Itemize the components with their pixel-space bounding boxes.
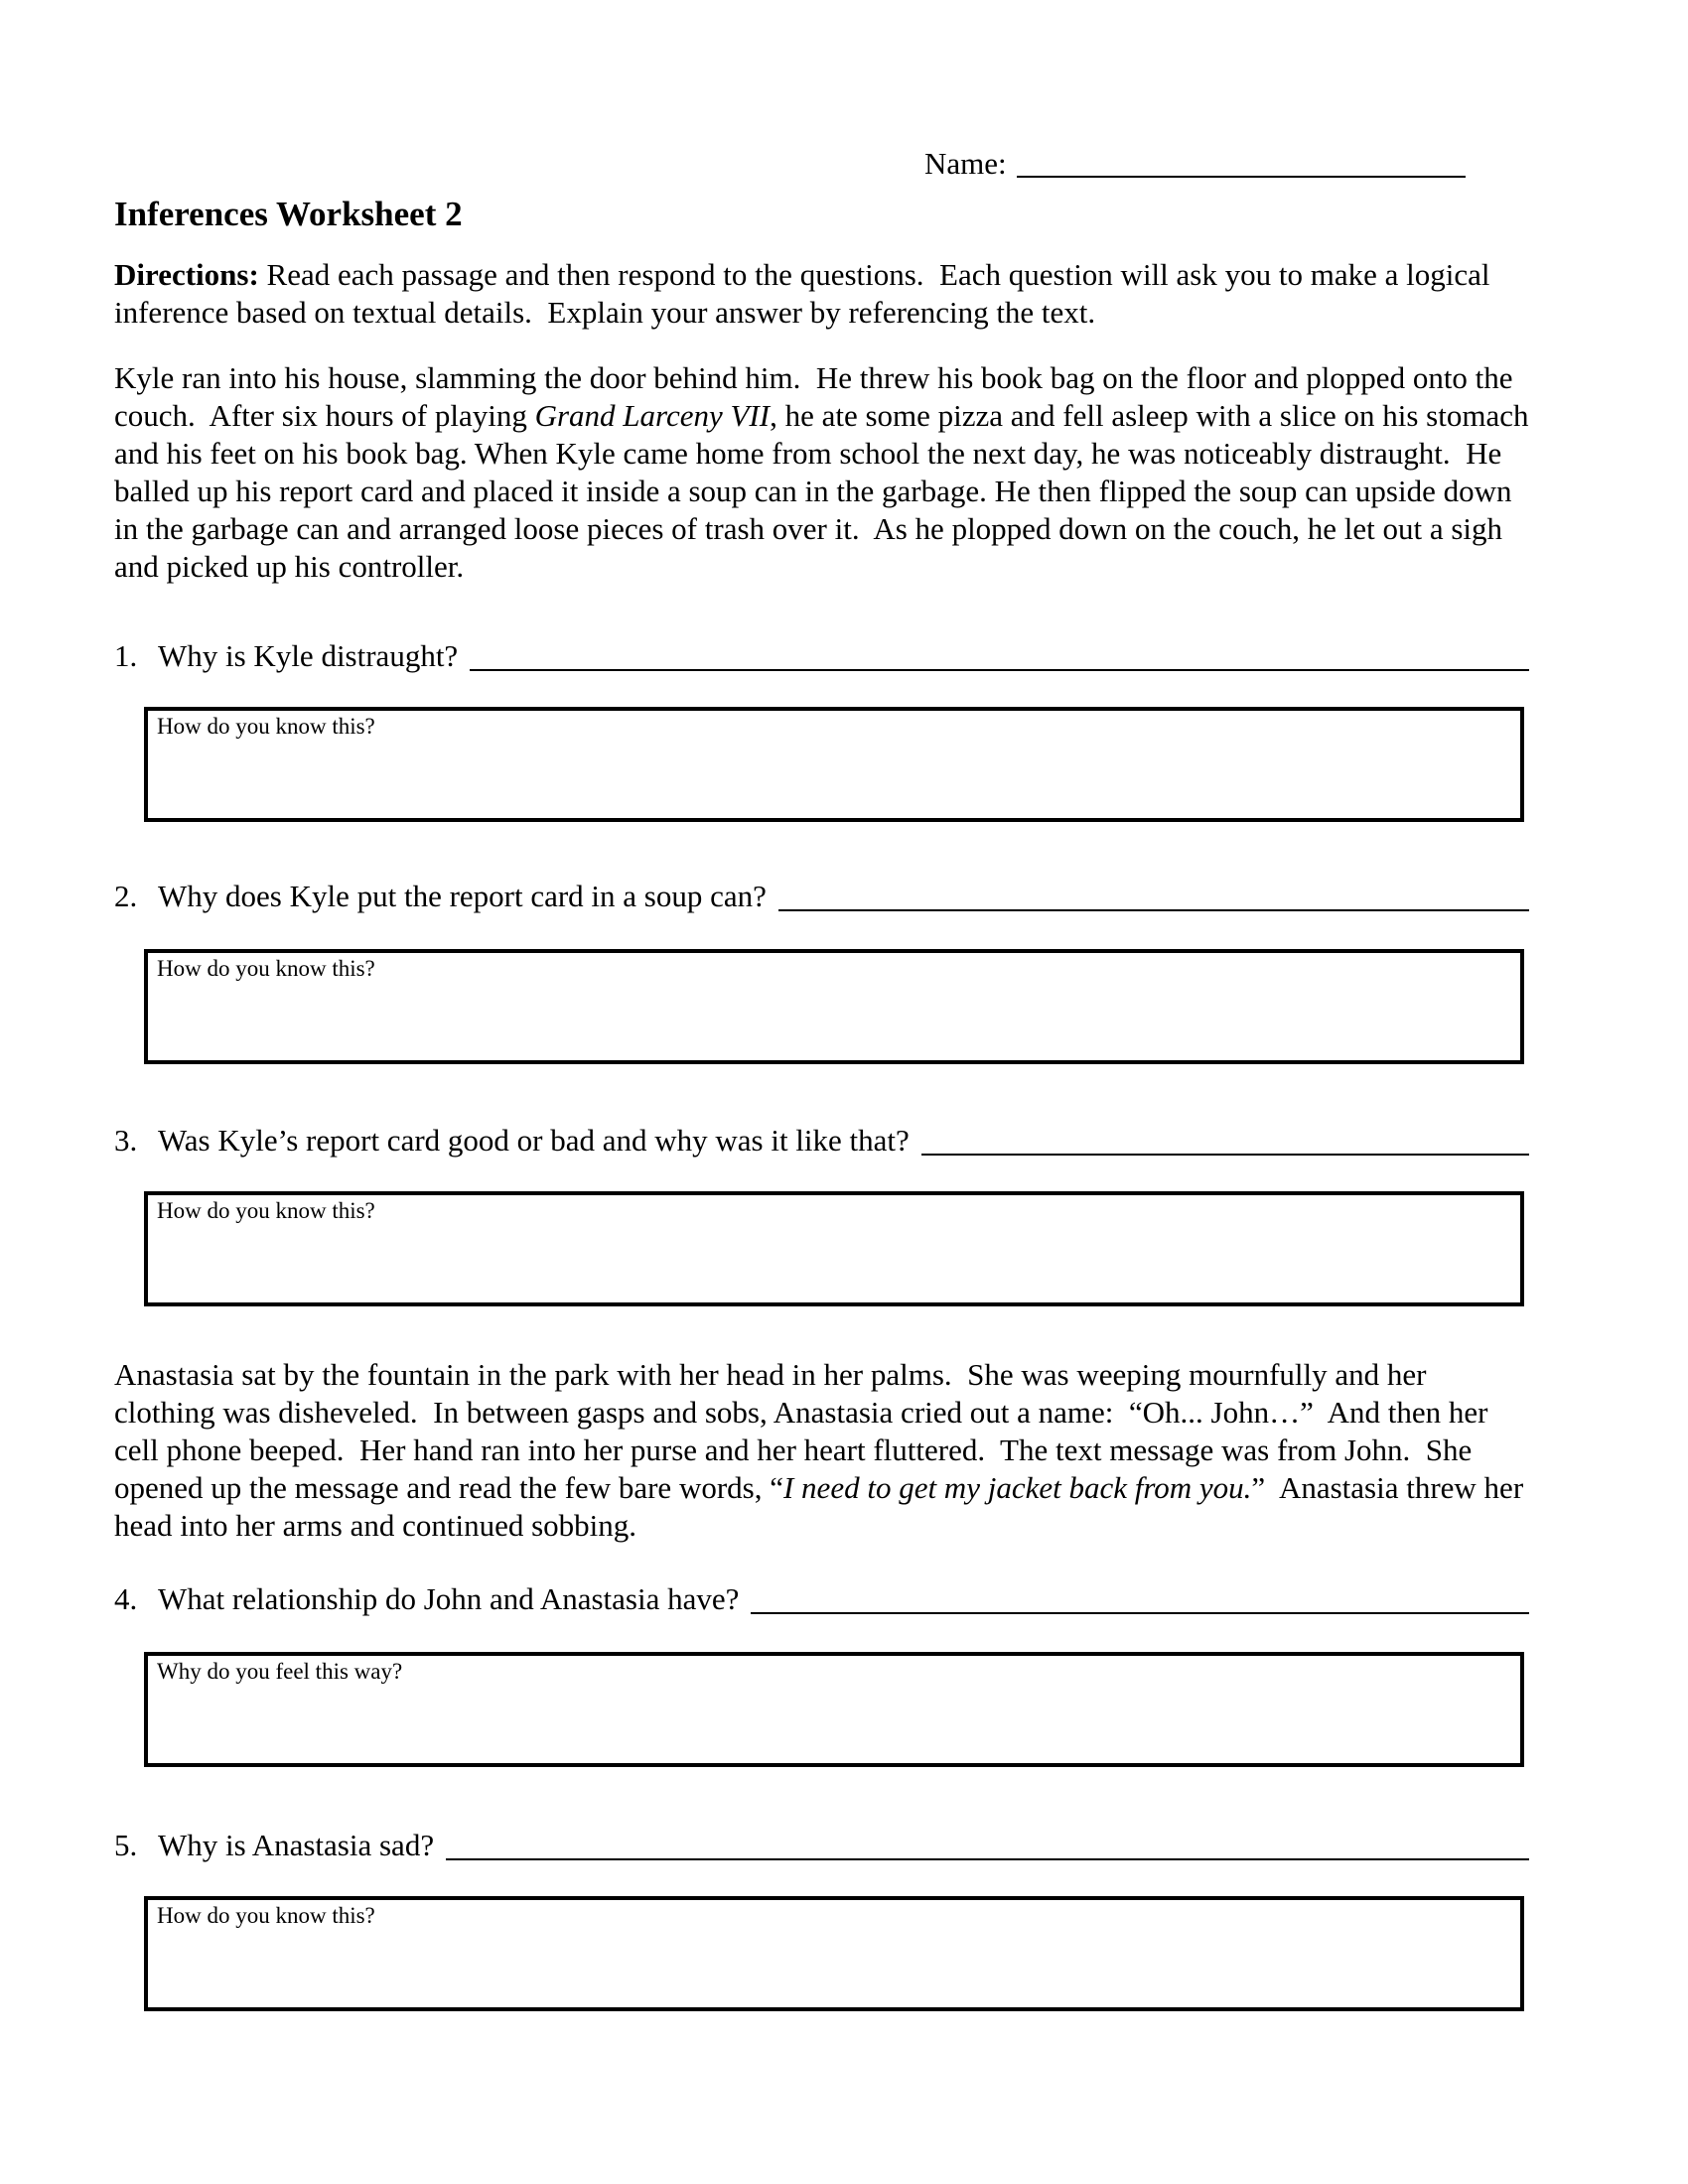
passage-anastasia-text-message: I need to get my jacket back from you. — [782, 1470, 1252, 1505]
question-4-answer-box[interactable] — [144, 1652, 1524, 1767]
question-3-number: 3. — [114, 1123, 138, 1158]
question-1-row — [114, 637, 1529, 675]
passage-kyle-part-1: Kyle ran into his house, slamming the door behind him. He threw his book bag on the floor and plopped onto the couch. After six hours of playing — [114, 360, 1521, 433]
question-3-answer-line[interactable] — [921, 1122, 1529, 1156]
question-1-text: Why is Kyle distraught? — [158, 638, 459, 673]
question-4-answer-line[interactable] — [751, 1580, 1529, 1614]
question-4-row — [114, 1580, 1529, 1618]
question-1-answer-line[interactable] — [470, 637, 1529, 671]
question-1-answer-box[interactable] — [144, 707, 1524, 822]
question-4-box-label: Why do you feel this way? — [157, 1659, 403, 1684]
question-5-number: 5. — [114, 1828, 138, 1862]
passage-anastasia — [114, 1356, 1529, 1545]
question-5-box-label: How do you know this? — [157, 1903, 375, 1928]
worksheet-title: Inferences Worksheet 2 — [114, 195, 463, 233]
question-2-number: 2. — [114, 879, 138, 913]
question-3-box-label: How do you know this? — [157, 1198, 375, 1223]
passage-anastasia-part-2: ” Anastasia threw her head into her arms and continued sobbing. — [114, 1470, 1531, 1543]
question-1-box-label: How do you know this? — [157, 714, 375, 739]
question-5-row — [114, 1827, 1529, 1864]
name-input-line[interactable] — [1017, 145, 1466, 178]
question-3-row — [114, 1122, 1529, 1160]
passage-kyle — [114, 359, 1537, 586]
question-3-text: Was Kyle’s report card good or bad and why was it like that? — [158, 1123, 910, 1158]
passage-kyle-game-title: Grand Larceny VII — [534, 398, 771, 433]
question-2-answer-box[interactable] — [144, 949, 1524, 1064]
question-1-number: 1. — [114, 638, 138, 673]
name-label: Name: — [924, 146, 1007, 181]
passage-anastasia-part-1: Anastasia sat by the fountain in the park with her head in her palms. She was weeping mournfully and her clothing was disheveled. In between gasps and sobs, Anastasia cried out a name: “Oh... John…” And then her cell phone beeped. Her hand ran into her purse and her heart fluttered. The text message was from John. She opened up the message and read the few bare words, “ — [114, 1357, 1496, 1505]
question-2-box-label: How do you know this? — [157, 956, 375, 981]
question-4-number: 4. — [114, 1581, 138, 1616]
question-4-text: What relationship do John and Anastasia have? — [158, 1581, 740, 1616]
question-2-row — [114, 878, 1529, 915]
question-3-answer-box[interactable] — [144, 1191, 1524, 1306]
question-5-answer-box[interactable] — [144, 1896, 1524, 2011]
name-row — [924, 145, 1466, 183]
question-5-answer-line[interactable] — [446, 1827, 1529, 1860]
question-2-answer-line[interactable] — [778, 878, 1529, 911]
question-5-text: Why is Anastasia sad? — [158, 1828, 435, 1862]
directions-label: Directions: — [114, 257, 259, 292]
passage-kyle-part-2: , he ate some pizza and fell asleep with a slice on his stomach and his feet on his book bag. When Kyle came home from school the next day, he was noticeably distraught. He balled up his report card and placed it inside a soup can in the garbage. He then flipped the soup can upside down in the garbage can and arranged loose pieces of trash over it. As he plopped down on the couch, he let out a sigh and picked up his controller. — [114, 398, 1537, 584]
directions-text: Read each passage and then respond to the questions. Each question will ask you to make a logical inference based on textual details. Explain your answer by referencing the text. — [114, 257, 1498, 330]
question-2-text: Why does Kyle put the report card in a soup can? — [158, 879, 767, 913]
directions-paragraph — [114, 256, 1529, 332]
